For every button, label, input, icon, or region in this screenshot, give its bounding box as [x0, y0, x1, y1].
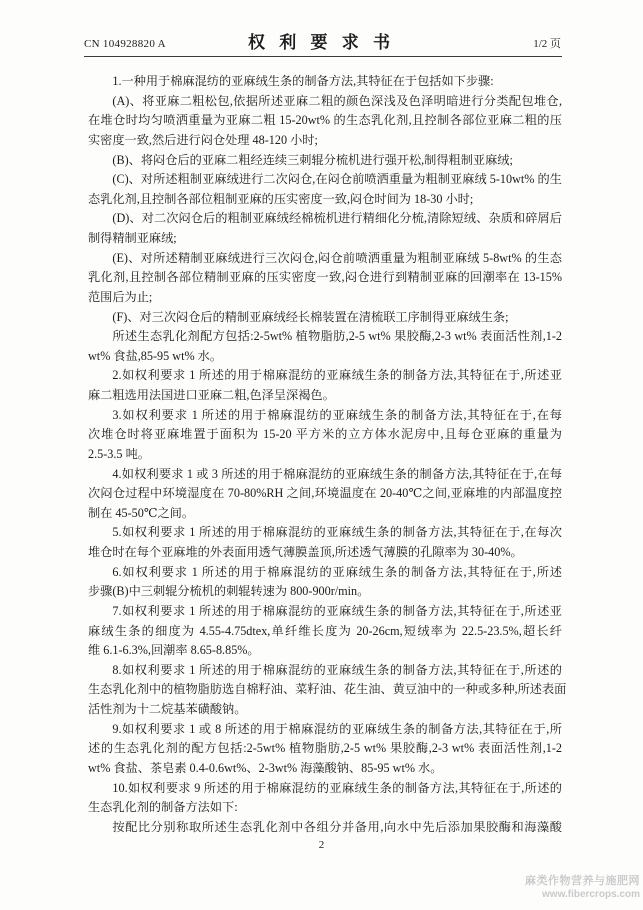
header-rule — [84, 56, 562, 57]
text-line: 8.如权利要求 1 所述的用于棉麻混纺的亚麻绒生条的制备方法,其特征在于,所述的 — [112, 662, 562, 677]
text-line: 1.一种用于棉麻混纺的亚麻绒生条的制备方法,其特征在于包括如下步骤: — [112, 74, 494, 88]
claim-1-emulsifier-formula — [88, 327, 562, 366]
claim-1-step-d — [88, 209, 562, 248]
claim-2 — [88, 366, 562, 405]
text-line: 2.5-3.5 吨。 — [88, 446, 150, 461]
text-line: 制在 45-50℃之间。 — [88, 505, 195, 520]
text-line: (B)、将闷仓后的亚麻二粗经连续三刺辊分梳机进行强开松,制得粗制亚麻绒; — [112, 152, 513, 167]
watermark-url: www.fibercrops.com — [542, 889, 640, 900]
text-line: 10.如权利要求 9 所述的用于棉麻混纺的亚麻绒生条的制备方法,其特征在于,所述的 — [112, 780, 562, 795]
claim-5 — [88, 523, 562, 562]
claim-9 — [88, 720, 562, 779]
claim-7 — [88, 602, 562, 661]
text-line: 维 6.1-6.3%,回潮率 8.65-8.85%。 — [88, 643, 260, 658]
claim-10-continuation — [88, 818, 562, 838]
text-line: 活性剂为十二烷基苯磺酸钠。 — [88, 702, 247, 716]
text-line: 9.如权利要求 1 或 8 所述的用于棉麻混纺的亚麻绒生条的制备方法,其特征在于,所 — [112, 721, 562, 736]
site-watermark — [525, 874, 640, 901]
text-line: 7.如权利要求 1 所述的用于棉麻混纺的亚麻绒生条的制备方法,其特征在于,所述亚 — [112, 603, 562, 618]
text-line: 生态乳化剂中的植物脂肪选自棉籽油、菜籽油、花生油、黄豆油中的一种或多种,所述表面 — [88, 682, 567, 697]
page-indicator: 1/2 页 — [533, 38, 561, 50]
text-line: 制得精制亚麻绒; — [88, 231, 177, 245]
claim-6 — [88, 563, 562, 602]
text-line: 2.如权利要求 1 所述的用于棉麻混纺的亚麻绒生条的制备方法,其特征在于,所述亚 — [112, 368, 562, 383]
text-line: 范围后为止; — [88, 289, 153, 304]
text-line: 6.如权利要求 1 所述的用于棉麻混纺的亚麻绒生条的制备方法,其特征在于,所述 — [112, 564, 562, 579]
page-number: 2 — [318, 839, 325, 851]
text-line: (D)、对二次闷仓后的粗制亚麻绒经棉梳机进行精细化分梳,清除短绒、杂质和碎屑后 — [112, 211, 562, 226]
text-line: 5.如权利要求 1 所述的用于棉麻混纺的亚麻绒生条的制备方法,其特征在于,在每次 — [112, 525, 562, 540]
claim-1-step-b — [88, 151, 562, 171]
text-line: wt% 食盐、茶皂素 0.4-0.6wt%、2-3wt% 海藻酸钠、85-95 wt% 水。 — [88, 760, 443, 775]
claim-1-step-f — [88, 308, 562, 328]
text-line: (E)、对所述精制亚麻绒进行三次闷仓,闷仓前喷洒重量为粗制亚麻绒 5-8wt% 的生态 — [112, 250, 562, 265]
text-line: 次堆仓时将亚麻堆置于面积为 15-20 平方米的立方体水泥房中,且每仓亚麻的重量为 — [88, 427, 562, 442]
document-title: 权 利 要 求 书 — [248, 33, 395, 52]
text-line: 乳化剂,且控制各部位精制亚麻的压实密度一致,闷仓进行到精制亚麻的回潮率在 13-15% — [88, 270, 562, 285]
text-line: 态乳化剂,且控制各部位粗制亚麻的压实密度一致,闷仓时间为 18-30 小时; — [88, 191, 474, 206]
publication-number: CN 104928820 A — [84, 38, 166, 50]
claim-10 — [88, 779, 562, 818]
text-line: (F)、对三次闷仓后的精制亚麻绒经长棉装置在清梳联工序制得亚麻绒生条; — [112, 309, 509, 324]
claim-1-step-a — [88, 92, 562, 151]
text-line: 堆仓时在每个亚麻堆的外表面用透气薄膜盖顶,所述透气薄膜的孔隙率为 30-40%。 — [88, 545, 523, 559]
claim-1-step-c — [88, 170, 562, 209]
text-line: 实密度一致,然后进行闷仓处理 48-120 小时; — [88, 132, 318, 147]
text-line: 按配比分别称取所述生态乳化剂中各组分并备用,向水中先后添加果胶酶和海藻酸 — [112, 819, 562, 834]
claim-1-preamble — [88, 72, 562, 92]
text-line: (A)、将亚麻二粗松包,依据所述亚麻二粗的颜色深浅及色泽明暗进行分类配包堆仓, — [112, 93, 562, 108]
text-line: 所述生态乳化剂配方包括:2-5wt% 植物脂肪,2-5 wt% 果胶酶,2-3 wt% 表面活性剂,1-2 — [112, 329, 562, 344]
claim-8 — [88, 661, 567, 720]
text-line: 麻绒生条的细度为 4.55-4.75dtex,单纤维长度为 20-26cm,短绒率为 22.5-23.5%,超长纤 — [88, 623, 562, 638]
text-line: 述的生态乳化剂的配方包括:2-5wt% 植物脂肪,2-5 wt% 果胶酶,2-3 wt% 表面活性剂,1-2 — [88, 741, 562, 756]
claim-3 — [88, 406, 562, 465]
claim-1-step-e — [88, 249, 562, 308]
text-line: 生态乳化剂的制备方法如下: — [88, 800, 238, 815]
text-line: 步骤(B)中三刺辊分梳机的刺辊转速为 800-900r/min。 — [88, 584, 370, 599]
text-line: 麻二粗选用法国进口亚麻二粗,色泽呈深褐色。 — [88, 388, 335, 402]
text-line: 次闷仓过程中环境湿度在 70-80%RH 之间,环境温度在 20-40℃之间,亚麻堆的内部温度控 — [88, 486, 562, 501]
text-line: 4.如权利要求 1 或 3 所述的用于棉麻混纺的亚麻绒生条的制备方法,其特征在于,在每 — [112, 466, 562, 481]
claim-4 — [88, 465, 562, 524]
text-line: 在堆仓时均匀喷洒重量为亚麻二粗 15-20wt% 的生态乳化剂,且控制各部位亚麻二粗的压 — [88, 113, 562, 128]
text-line: 3.如权利要求 1 所述的用于棉麻混纺的亚麻绒生条的制备方法,其特征在于,在每 — [112, 407, 562, 422]
text-line: wt% 食盐,85-95 wt% 水。 — [88, 348, 223, 363]
text-line: (C)、对所述粗制亚麻绒进行二次闷仓,在闷仓前喷洒重量为粗制亚麻绒 5-10wt% 的生 — [112, 172, 562, 187]
watermark-site-name: 麻类作物营养与施肥网 — [525, 875, 640, 887]
claims-body — [88, 72, 567, 837]
